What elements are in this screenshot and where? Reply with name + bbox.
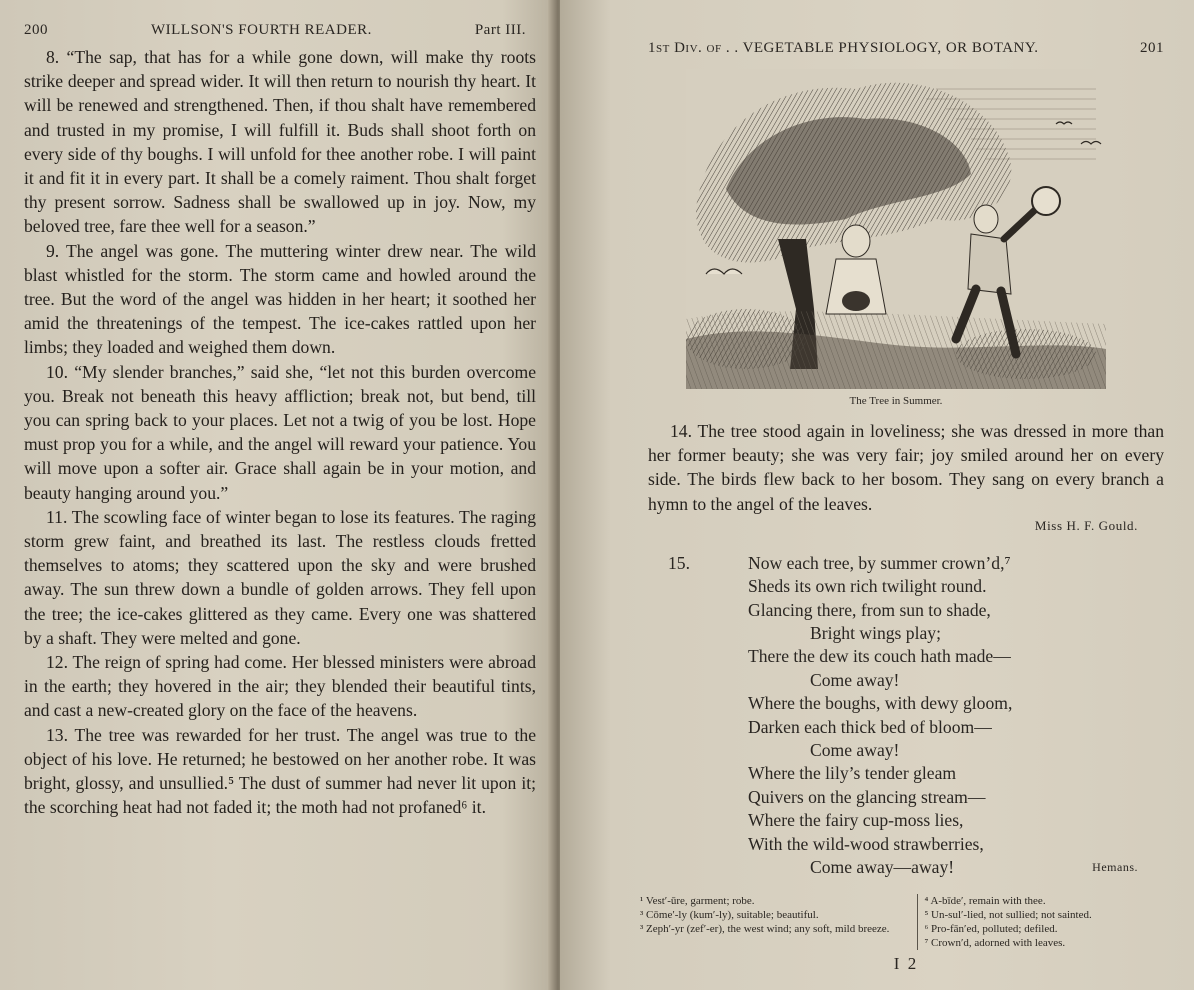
footnote-item: ⁶ Pro-fān′ed, polluted; defiled.	[924, 922, 1058, 935]
paragraph-13: 13. The tree was rewarded for her trust. The angel was true to the object of his love. He returned; he bestowed on her another robe. It was bright, glossy, and unsullied.⁵ The dust of summer had never lit upon it; the scorching heat had not faded it; the moth had not profaned⁶ it.	[24, 724, 536, 818]
engraving-figure	[686, 69, 1106, 407]
prose-attribution: Miss H. F. Gould.	[1034, 517, 1138, 533]
footnote-item: ⁴ A-bīde′, remain with thee.	[924, 894, 1046, 907]
paragraph-8: 8. “The sap, that has for a while gone down, will make thy roots strike deeper and spread wider. It will then return to nourish thy heart. It will be renewed and strengthened. Then, if thou shalt have remembered and trusted in my promise, I will fulfill it. Buds shall shoot forth on every side of thy boughs. I will unfold for thee another robe. I will paint it and fit it in every part. It shall be a comely raiment. Thou shalt forget thy present sorrow. Sadness shall be swallowed up in joy. Now, my beloved tree, fare thee well for a season.”	[24, 47, 536, 237]
poem-line: With the wild-wood strawberries,	[748, 833, 984, 854]
paragraph-12: 12. The reign of spring had come. Her blessed ministers were abroad in the earth; they hovered in the air; they blended their beautiful tints, and cast a new-created glory on the face of the heavens.	[24, 652, 536, 721]
poem-line: Where the boughs, with dewy gloom,	[748, 693, 1013, 714]
poem-lines	[748, 552, 1164, 880]
poem-number: 15.	[668, 552, 690, 573]
paragraph-14: 14. The tree stood again in loveliness; she was dressed in more than her former beauty; she was very fair; joy smiled around her on every side. The birds flew back to her bosom. They sang on every branch a hymn to the angel of the leaves.	[648, 421, 1164, 514]
left-body-text	[24, 45, 536, 820]
poem-line: There the dew its couch hath made—	[748, 646, 1011, 667]
paragraph-10: 10. “My slender branches,” said she, “let not this burden overcome you. Break not beneath this heavy affliction; break not, but bend, till you can spring back to your places. Let not a twig of you be lost. Hope must prop you for a while, and the angel will reward your patience. You will move upon a softer air. Grace shall again be in your motion, and beauty hanging around you.”	[24, 361, 536, 503]
poem-line: Come away!	[810, 740, 900, 761]
poem-line: Come away!	[810, 669, 900, 690]
paragraph-9: 9. The angel was gone. The muttering winter drew near. The wild blast whistled for the storm. The storm came and howled around the tree. But the word of the angel was hidden in her heart; it soothed her amid the threatenings of the tempest. The ice-cakes rattled upon her limbs; they loaded and weighed them down.	[24, 240, 536, 358]
poem-stanza	[648, 552, 1164, 880]
poem-line: Sheds its own rich twilight round.	[748, 576, 987, 597]
poet-attribution: Hemans.	[1092, 859, 1138, 874]
poem-line: Now each tree, by summer crown’d,⁷	[748, 552, 1011, 573]
poem-line: Where the fairy cup-moss lies,	[748, 810, 964, 831]
right-running-title: 1st Div. of . . VEGETABLE PHYSIOLOGY, OR BOTANY.	[648, 40, 1039, 56]
footnotes-column-1	[640, 894, 918, 950]
figure-caption: The Tree in Summer.	[849, 395, 943, 407]
poem-line: Where the lily’s tender gleam	[748, 763, 957, 784]
poem-line: Darken each thick bed of bloom—	[748, 716, 992, 737]
footnote-item: ⁷ Crown′d, adorned with leaves.	[924, 936, 1066, 949]
left-running-title: WILLSON'S FOURTH READER.	[150, 22, 372, 38]
right-page	[560, 0, 1194, 990]
paragraph-11: 11. The scowling face of winter began to lose its features. The raging storm grew faint, and breathed its last. The restless clouds fretted themselves to atoms; they scattered upon the sky and were brushed away. The sun threw down a bundle of golden arrows. They fell upon the tree; the ice-cakes glittered as they came. Every one was shattered by a shaft. They were melted and gone.	[24, 506, 536, 648]
footnote-item: ⁵ Un-sul′-lied, not sullied; not sainted.	[924, 908, 1092, 921]
footnotes-column-2	[918, 894, 1164, 950]
right-page-header	[648, 40, 1164, 57]
right-page-number: 201	[1140, 40, 1164, 56]
poem-line: Bright wings play;	[810, 623, 941, 644]
right-body-text	[648, 419, 1164, 516]
poem-line: Glancing there, from sun to shade,	[748, 599, 991, 620]
left-page-number: 200	[24, 22, 48, 38]
footnotes	[640, 894, 1164, 950]
left-page	[0, 0, 558, 990]
signature-mark: I 2	[893, 953, 919, 973]
left-page-header	[24, 22, 536, 39]
left-part-label: Part III.	[474, 22, 526, 38]
footnote-item: ³ Cōme′-ly (kum′-ly), suitable; beautiful.	[640, 908, 819, 921]
footnote-item: ¹ Vest′-ūre, garment; robe.	[640, 894, 755, 907]
tree-in-summer-engraving	[686, 69, 1106, 389]
poem-line: Quivers on the glancing stream—	[748, 786, 986, 807]
poem-line: Come away—away!	[810, 857, 955, 878]
footnote-item: ³ Zeph′-yr (zef′-er), the west wind; any soft, mild breeze.	[640, 922, 890, 935]
